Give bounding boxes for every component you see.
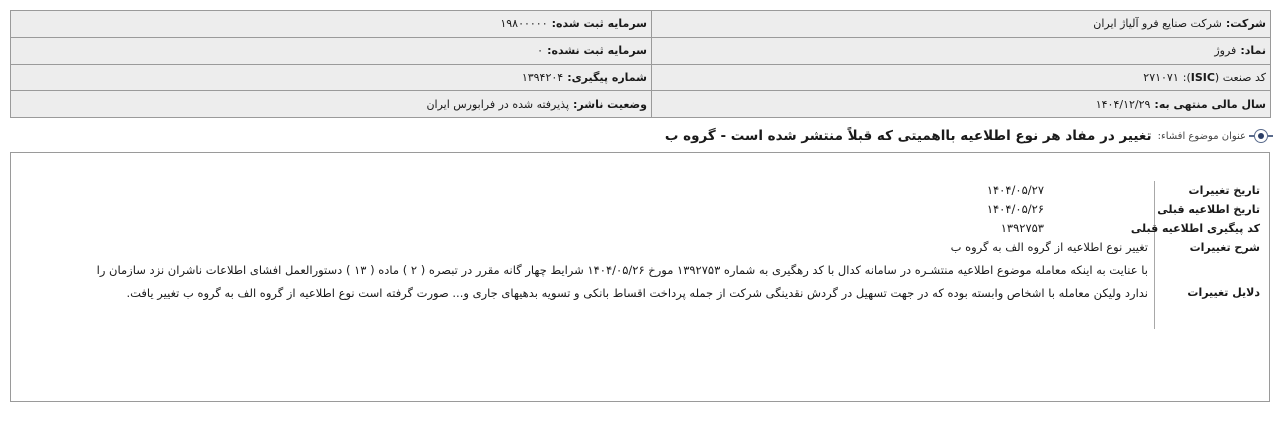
registered-capital-cell	[11, 11, 652, 38]
fiscal-year-cell	[652, 91, 1271, 118]
prev-tracking-label: کد پیگیری اطلاعیه قبلی	[1154, 219, 1262, 238]
fiscal-year-label: سال مالی منتهی به:	[1154, 97, 1266, 111]
reasons-label: دلایل تغییرات	[1154, 257, 1262, 329]
disclosure-subject	[665, 125, 1270, 147]
company-label: شرکت:	[1225, 17, 1266, 31]
company-value: شرکت صنایع فرو آلیاژ ایران	[1093, 17, 1222, 31]
symbol-cell	[652, 37, 1271, 64]
registered-capital-value: ۱۹۸۰۰۰۰۰	[500, 17, 548, 31]
fiscal-year-value: ۱۴۰۴/۱۲/۲۹	[1095, 97, 1151, 111]
change-desc-value: تغییر نوع اطلاعیه از گروه الف به گروه ب	[950, 240, 1148, 254]
unregistered-capital-cell	[11, 37, 652, 64]
info-row	[11, 91, 1271, 118]
prev-tracking-value: ۱۳۹۲۷۵۳	[1000, 221, 1044, 235]
tracking-number-label: شماره پیگیری:	[567, 70, 647, 84]
industry-code-cell	[652, 64, 1271, 91]
publisher-status-value: پذیرفته شده در فرابورس ایران	[426, 97, 570, 111]
change-details-grid	[74, 181, 1262, 329]
change-desc-label: شرح تغییرات	[1154, 238, 1262, 257]
change-details-panel	[10, 152, 1270, 402]
tracking-number-cell	[11, 64, 652, 91]
publisher-status-label: وضعیت ناشر:	[573, 97, 647, 111]
registered-capital-label: سرمایه ثبت شده:	[551, 17, 647, 31]
company-info-table	[10, 10, 1271, 118]
publisher-status-cell	[11, 91, 652, 118]
target-icon	[1252, 127, 1270, 145]
symbol-label: نماد:	[1240, 44, 1266, 58]
reasons-value: با عنایت به اینکه معامله موضوع اطلاعیه منتشـره در سامانه کدال با کد رهگیری به شماره ۱۳۹۲۷۵۳ مورخ ۱۴۰۴/۰۵/۲۶ شرایط چهار گانه مقرر در تبصره ( ۲ ) ماده ( ۱۳ ) دستورالعمل افشای اطلاعات ناشران نزد سازمان را ندارد ولیکن معامله با اشخاص وابسته بوده که در جهت تسهیل در گردش نقدینگی شرکت از جمله پرداخت اقساط بانکی و تسویه بدهیهای جاری و... صورت گرفته است نوع اطلاعیه از گروه الف به گروه ب تغییر یافت.	[96, 263, 1148, 300]
prev-notice-date-label: تاریخ اطلاعیه قبلی	[1154, 200, 1262, 219]
unregistered-capital-label: سرمایه ثبت نشده:	[547, 44, 647, 58]
tracking-number-value: ۱۳۹۴۲۰۴	[521, 70, 564, 84]
company-cell	[652, 11, 1271, 38]
change-date-label: تاریخ تغییرات	[1154, 181, 1262, 200]
info-row	[11, 64, 1271, 91]
subject-title: تغییر در مفاد هر نوع اطلاعیه بااهمیتی که قبلاً منتشر شده است - گروه ب	[664, 128, 1152, 144]
industry-code-value: ۲۷۱۰۷۱	[1143, 70, 1179, 84]
info-row	[11, 11, 1271, 38]
prev-notice-date-value: ۱۴۰۴/۰۵/۲۶	[986, 202, 1044, 216]
industry-code-label: کد صنعت (ISIC):	[1182, 70, 1266, 84]
info-row	[11, 37, 1271, 64]
unregistered-capital-value: ۰	[537, 44, 544, 58]
change-date-value: ۱۴۰۴/۰۵/۲۷	[986, 183, 1044, 197]
symbol-value: فروژ	[1214, 44, 1237, 58]
subject-label: عنوان موضوع افشاء:	[1157, 130, 1246, 142]
